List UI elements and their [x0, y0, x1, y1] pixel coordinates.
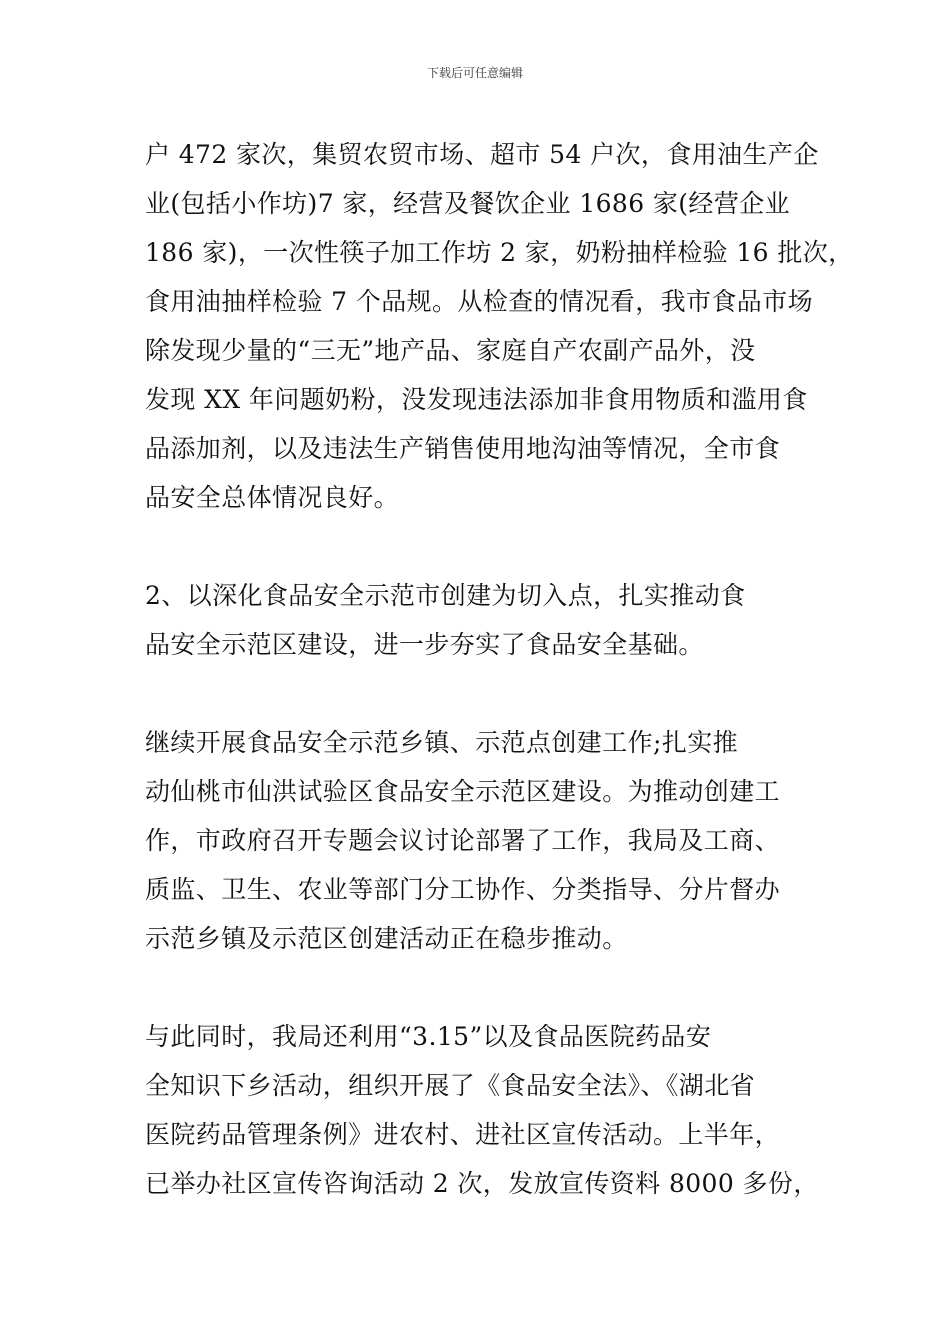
document-body [145, 130, 854, 1208]
text-line: 2、以深化食品安全示范市创建为切入点，扎实推动食 [145, 581, 746, 610]
text-line: 186 家)，一次性筷子加工作坊 2 家，奶粉抽样检验 16 批次， [145, 238, 854, 267]
text-line: 动仙桃市仙洪试验区食品安全示范区建设。为推动创建工 [145, 777, 781, 806]
page-header: 下载后可任意编辑 [426, 66, 523, 80]
text-line: 全知识下乡活动，组织开展了《食品安全法》、《湖北省 [145, 1071, 756, 1100]
paragraph-spacer [145, 669, 813, 718]
paragraph-section-2-heading [145, 571, 813, 669]
paragraph-inspection-summary [145, 130, 854, 522]
text-line: 品添加剂，以及违法生产销售使用地沟油等情况，全市食 [145, 434, 781, 463]
paragraph-publicity-activities [145, 1012, 819, 1208]
text-line: 食用油抽样检验 7 个品规。从检查的情况看，我市食品市场 [145, 287, 814, 316]
text-line: 示范乡镇及示范区创建活动正在稳步推动。 [145, 924, 628, 953]
text-line: 与此同时，我局还利用“3.15”以及食品医院药品安 [145, 1022, 712, 1051]
text-line: 除发现少量的“三无”地产品、家庭自产农副产品外，没 [145, 336, 756, 365]
text-line: 品安全总体情况良好。 [145, 483, 400, 512]
text-line: 质监、卫生、农业等部门分工协作、分类指导、分片督办 [145, 875, 781, 904]
text-line: 业(包括小作坊)7 家，经营及餐饮企业 1686 家(经营企业 [145, 189, 791, 218]
text-line: 继续开展食品安全示范乡镇、示范点创建工作;扎实推 [145, 728, 739, 757]
text-line: 发现 XX 年问题奶粉，没发现违法添加非食用物质和滥用食 [145, 385, 808, 414]
paragraph-spacer [145, 522, 813, 571]
paragraph-demonstration-zone [145, 718, 813, 963]
text-line: 品安全示范区建设，进一步夯实了食品安全基础。 [145, 630, 704, 659]
paragraph-spacer [145, 963, 813, 1012]
text-line: 户 472 家次，集贸农贸市场、超市 54 户次，食用油生产企 [145, 140, 819, 169]
text-line: 已举办社区宣传咨询活动 2 次，发放宣传资料 8000 多份， [145, 1169, 819, 1198]
text-line: 作，市政府召开专题会议讨论部署了工作，我局及工商、 [145, 826, 781, 855]
text-line: 医院药品管理条例》进农村、进社区宣传活动。上半年， [145, 1120, 781, 1149]
